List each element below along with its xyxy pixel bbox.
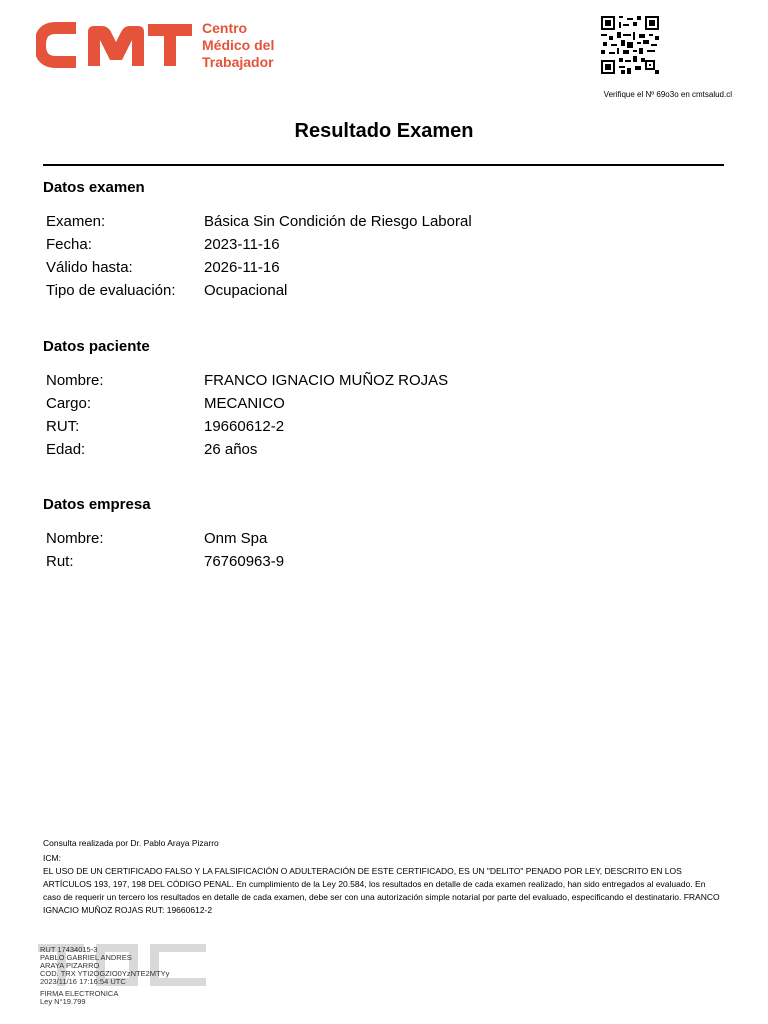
field-value: 26 años [204, 441, 258, 458]
page-title: Resultado Examen [294, 120, 474, 142]
title-divider [43, 164, 724, 166]
section-title-empresa: Datos empresa [43, 496, 151, 513]
field-label: Tipo de evaluación: [46, 282, 176, 299]
patient-row-nombre [46, 369, 686, 392]
firma-law: Ley N°19.799 [40, 997, 86, 1006]
section-title-paciente: Datos paciente [43, 338, 150, 355]
field-label: Fecha: [46, 236, 92, 253]
field-value: Onm Spa [204, 530, 268, 547]
signature-name-1: PABLO GABRIEL ANDRES [40, 953, 132, 962]
exam-row-tipo-evaluacion [46, 279, 686, 302]
field-value: 19660612-2 [204, 418, 285, 435]
logo-line-3: Trabajador [202, 53, 274, 70]
cmt-logo [36, 18, 274, 72]
patient-details [46, 369, 686, 461]
field-value: 2023-11-16 [204, 236, 280, 253]
patient-row-rut [46, 415, 686, 438]
signature-rut: RUT 17434015-3 [40, 945, 98, 954]
field-label: Examen: [46, 213, 106, 230]
exam-row-fecha [46, 233, 686, 256]
firma-title: FIRMA ELECTRONICA [40, 989, 119, 998]
signature-timestamp: 2023/11/16 17:16:54 UTC [40, 977, 126, 986]
qr-code-icon [600, 16, 660, 74]
field-label: Válido hasta: [46, 259, 133, 276]
field-value: MECANICO [204, 395, 285, 412]
field-label: RUT: [46, 418, 80, 435]
field-label: Nombre: [46, 530, 104, 547]
field-label: Nombre: [46, 372, 104, 389]
company-row-rut [46, 550, 686, 573]
exam-details [46, 210, 686, 302]
exam-row-valido-hasta [46, 256, 686, 279]
verification-note: Verifique el Nº 69o3o en cmtsalud.cl [603, 90, 732, 99]
exam-row-examen [46, 210, 686, 233]
electronic-signature [40, 946, 169, 986]
field-label: Cargo: [46, 395, 92, 412]
signature-name-2: ARAYA PIZARRO [40, 961, 100, 970]
patient-row-edad [46, 438, 686, 461]
cmt-logo-mark [36, 18, 192, 72]
field-value: 2026-11-16 [204, 259, 280, 276]
firma-electronica-label [40, 990, 118, 1006]
company-details [46, 527, 686, 573]
field-value: Ocupacional [204, 282, 288, 299]
logo-wordmark [202, 20, 274, 71]
section-title-examen: Datos examen [43, 179, 145, 196]
logo-line-2: Médico del [202, 36, 275, 53]
legal-disclaimer: EL USO DE UN CERTIFICADO FALSO Y LA FALSIFICACIÓN O ADULTERACIÓN DE ESTE CERTIFICADO, ES UN "DELITO" PENADO POR LEY, DESCRITO EN LOS ARTÍCULOS 193, 197, 198 DEL CÓDIGO PENAL. En cumplimiento de la Ley 20.584, los resultados en detalle de cada examen realizado, han sido entregados al evaluado. En caso de requerir un tercero los resultados en detalle de cada examen, debe ser con una autorización simple notarial por parte del evaluado, especificando el destinatario. FRANCO IGNACIO MUÑOZ ROJAS RUT: 19660612-2 [43, 866, 720, 915]
consulta-note: Consulta realizada por Dr. Pablo Araya Pizarro [43, 838, 219, 848]
field-label: Edad: [46, 441, 86, 458]
field-value: Básica Sin Condición de Riesgo Laboral [204, 213, 472, 230]
signature-code: COD. TRX YTI2OGZIO0YzNTE2MTYy [40, 969, 170, 978]
logo-line-1: Centro [202, 19, 248, 36]
company-row-nombre [46, 527, 686, 550]
field-value: 76760963-9 [204, 553, 285, 570]
icm-label: ICM: [43, 853, 61, 863]
patient-row-cargo [46, 392, 686, 415]
field-label: Rut: [46, 553, 74, 570]
field-value: FRANCO IGNACIO MUÑOZ ROJAS [204, 372, 449, 389]
